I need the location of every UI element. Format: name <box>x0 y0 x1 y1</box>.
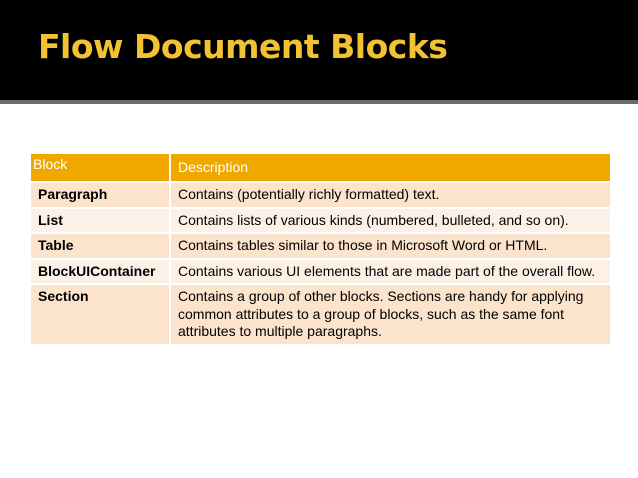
block-name: BlockUIContainer <box>31 259 170 285</box>
slide-title: Flow Document Blocks <box>38 27 448 66</box>
block-description: Contains tables similar to those in Microsoft Word or HTML. <box>170 233 610 259</box>
table-row <box>31 208 610 234</box>
table-row <box>31 284 610 344</box>
block-description: Contains a group of other blocks. Sections are handy for applying common attributes to a group of blocks, such as the same font attributes to multiple paragraphs. <box>170 284 610 344</box>
block-description: Contains various UI elements that are made part of the overall flow. <box>170 259 610 285</box>
block-name: Paragraph <box>31 182 170 208</box>
title-bar-divider <box>0 100 638 104</box>
table-row <box>31 182 610 208</box>
table-row <box>31 233 610 259</box>
table-row <box>31 259 610 285</box>
blocks-table <box>31 154 610 344</box>
block-description: Contains lists of various kinds (numbered, bulleted, and so on). <box>170 208 610 234</box>
column-header-description: Description <box>170 154 610 182</box>
column-header-block: Block <box>31 154 170 182</box>
table-header-row <box>31 154 610 182</box>
block-description: Contains (potentially richly formatted) text. <box>170 182 610 208</box>
block-name: Section <box>31 284 170 344</box>
block-name: List <box>31 208 170 234</box>
block-name: Table <box>31 233 170 259</box>
